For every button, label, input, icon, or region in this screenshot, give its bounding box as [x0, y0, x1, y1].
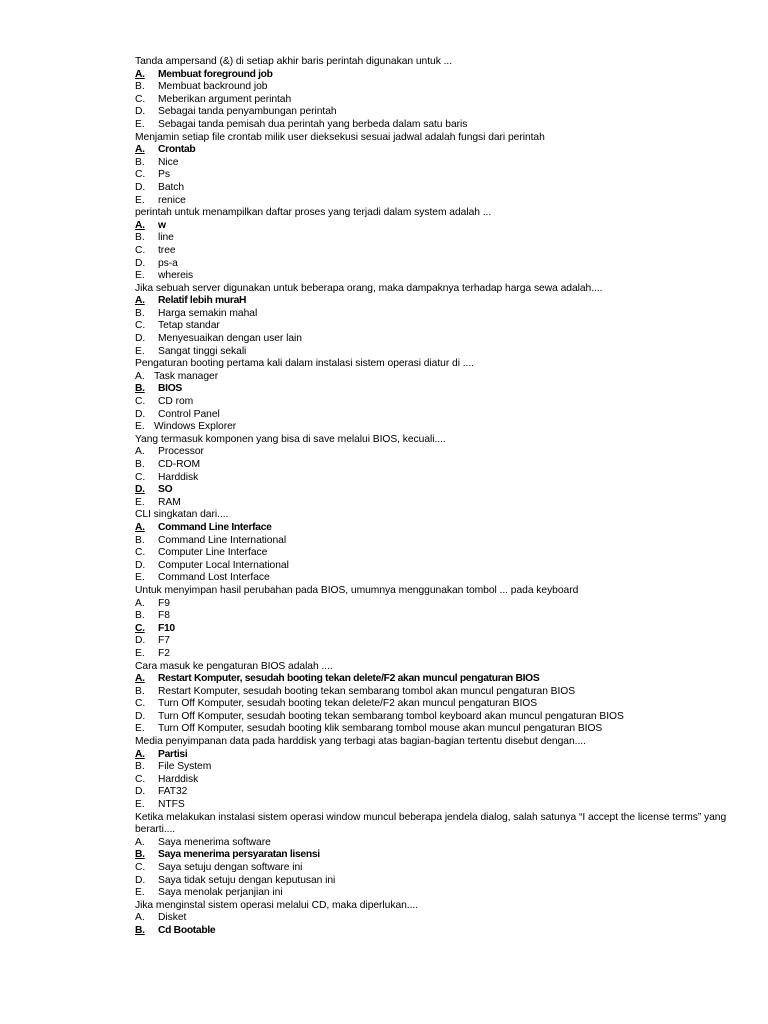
option-letter: B.	[135, 534, 145, 546]
option-text: F8	[158, 610, 170, 622]
option-letter: B.	[135, 232, 145, 244]
question-text: Pengaturan booting pertama kali dalam instalasi sistem operasi diatur di ....	[135, 358, 474, 370]
option-letter: C.	[135, 93, 146, 105]
option-letter: E.	[135, 887, 145, 899]
option-text: File System	[158, 761, 212, 773]
option-text: Control Panel	[158, 408, 220, 420]
option-text: CD rom	[158, 396, 194, 408]
option-letter: D.	[135, 181, 146, 193]
option-text: Ps	[158, 169, 170, 181]
option-letter: D.	[135, 559, 146, 571]
option-letter: A.	[135, 144, 145, 156]
option-letter: A.	[135, 295, 145, 307]
answer-option	[135, 610, 728, 623]
question-text: Jika menginstal sistem operasi melalui CD, maka diperlukan....	[135, 899, 419, 911]
answer-option	[135, 119, 728, 132]
option-letter: A.	[135, 836, 145, 848]
option-letter: B.	[135, 307, 145, 319]
option-letter: D.	[135, 710, 146, 722]
option-letter: A.	[135, 219, 145, 231]
answer-option	[135, 862, 728, 875]
answer-option	[135, 711, 728, 724]
option-letter: E.	[135, 723, 145, 735]
option-letter: E.	[135, 572, 145, 584]
option-text: Nice	[158, 156, 179, 168]
question-text: Jika sebuah server digunakan untuk beberapa orang, maka dampaknya terhadap harga sewa adalah....	[135, 282, 603, 294]
answer-option	[135, 472, 728, 485]
answer-option-correct	[135, 295, 728, 308]
option-letter: B.	[135, 156, 145, 168]
option-text: Harga semakin mahal	[158, 307, 258, 319]
option-letter: B.	[135, 761, 145, 773]
question-text: Untuk menyimpan hasil perubahan pada BIOS, umumnya menggunakan tombol ... pada keyboard	[135, 584, 579, 596]
option-letter: C.	[135, 622, 145, 634]
option-text: Menyesuaikan dengan user lain	[158, 333, 302, 345]
answer-option	[135, 320, 728, 333]
option-letter: C.	[135, 244, 146, 256]
answer-option	[135, 245, 728, 258]
option-text: CD-ROM	[158, 459, 201, 470]
option-letter: E.	[135, 345, 145, 357]
option-letter: C.	[135, 547, 146, 559]
option-text: Computer Line Interface	[158, 547, 268, 559]
answer-option-correct	[135, 383, 728, 396]
option-text: Partisi	[158, 748, 188, 760]
option-text: Restart Komputer, sesudah booting tekan sembarang tombol akan muncul pengaturan BIOS	[158, 685, 576, 697]
option-text: FAT32	[158, 786, 188, 798]
option-text: Relatif lebih muraH	[158, 295, 247, 307]
option-text: Batch	[158, 181, 185, 193]
option-letter: D.	[135, 874, 146, 886]
option-text: Harddisk	[158, 773, 199, 785]
option-letter: B.	[135, 383, 145, 395]
question-text: Tanda ampersand (&) di setiap akhir baris perintah digunakan untuk ...	[135, 56, 453, 67]
answer-option	[135, 761, 728, 774]
option-letter: D.	[135, 106, 146, 118]
answer-option	[135, 723, 728, 736]
option-text: Command Line International	[158, 534, 287, 546]
option-letter: B.	[135, 849, 145, 861]
answer-option-correct	[135, 522, 728, 535]
answer-option-correct	[135, 925, 728, 938]
question-text: Media penyimpanan data pada harddisk yang terbagi atas bagian-bagian tertentu disebut dengan....	[135, 736, 586, 748]
option-text: ps-a	[158, 257, 178, 269]
option-letter: C.	[135, 471, 146, 483]
option-letter: B.	[135, 685, 145, 697]
answer-option	[135, 774, 728, 787]
answer-option	[135, 396, 728, 409]
option-text: Saya menerima software	[158, 836, 271, 848]
answer-option	[135, 912, 728, 925]
answer-option	[135, 799, 728, 812]
option-text: Processor	[158, 446, 204, 458]
option-letter: A.	[135, 673, 145, 685]
option-letter: C.	[135, 773, 146, 785]
option-text: Command Lost Interface	[158, 572, 270, 584]
answer-option	[135, 371, 728, 384]
option-text: RAM	[158, 496, 181, 508]
answer-option	[135, 837, 728, 850]
option-text: BIOS	[158, 383, 182, 395]
answer-option	[135, 195, 728, 208]
option-letter: C.	[135, 320, 146, 332]
answer-option	[135, 409, 728, 422]
answer-option	[135, 686, 728, 699]
option-text: Sebagai tanda pemisah dua perintah yang berbeda dalam satu baris	[158, 118, 468, 130]
answer-option	[135, 786, 728, 799]
answer-option	[135, 560, 728, 573]
option-text: Membuat foreground job	[158, 68, 273, 80]
option-letter: B.	[135, 610, 145, 622]
option-letter: E.	[135, 270, 145, 282]
option-text: Sangat tinggi sekali	[158, 345, 247, 357]
option-letter: D.	[135, 257, 146, 269]
option-text: line	[158, 232, 174, 244]
question-text: perintah untuk menampilkan daftar proses yang terjadi dalam system adalah ...	[135, 207, 492, 219]
option-text: Turn Off Komputer, sesudah booting klik sembarang tombol mouse akan muncul pengaturan BIOS	[158, 723, 603, 735]
option-text: Saya menolak perjanjian ini	[158, 887, 283, 899]
answer-option-correct	[135, 220, 728, 233]
answer-option	[135, 346, 728, 359]
option-letter: A.	[135, 521, 145, 533]
answer-option	[135, 421, 728, 434]
option-letter: E.	[135, 194, 145, 206]
option-letter: D.	[135, 333, 146, 345]
option-text: Disket	[158, 912, 187, 924]
option-letter: D.	[135, 408, 146, 420]
answer-option	[135, 258, 728, 271]
option-text: Meberikan argument perintah	[158, 93, 292, 105]
option-letter: E.	[135, 799, 145, 811]
option-text: Harddisk	[158, 471, 199, 483]
option-text: F2	[158, 647, 170, 659]
answer-option-correct	[135, 144, 728, 157]
question-text: Cara masuk ke pengaturan BIOS adalah ....	[135, 660, 333, 672]
option-text: Turn Off Komputer, sesudah booting tekan delete/F2 akan muncul pengaturan BIOS	[158, 698, 538, 710]
answer-option	[135, 648, 728, 661]
option-letter: E.	[135, 118, 145, 130]
answer-option	[135, 459, 728, 472]
option-text: Task manager	[154, 370, 219, 382]
answer-option	[135, 169, 728, 182]
option-text: Crontab	[158, 144, 196, 156]
answer-option	[135, 94, 728, 107]
answer-option	[135, 333, 728, 346]
option-letter: A.	[135, 68, 145, 80]
option-letter: E.	[135, 496, 145, 508]
option-letter: B.	[135, 924, 145, 936]
option-text: Tetap standar	[158, 320, 220, 332]
option-letter: A.	[135, 446, 145, 458]
answer-option	[135, 635, 728, 648]
option-letter: A.	[135, 370, 145, 382]
option-letter: C.	[135, 169, 146, 181]
option-text: F9	[158, 597, 170, 609]
option-text: Saya tidak setuju dengan keputusan ini	[158, 874, 336, 886]
option-letter: C.	[135, 396, 146, 408]
answer-option	[135, 446, 728, 459]
option-letter: A.	[135, 597, 145, 609]
answer-option	[135, 497, 728, 510]
answer-option	[135, 698, 728, 711]
answer-option	[135, 308, 728, 321]
answer-option-correct	[135, 484, 728, 497]
option-letter: C.	[135, 698, 146, 710]
option-letter: B.	[135, 459, 145, 470]
answer-option	[135, 106, 728, 119]
option-text: F7	[158, 635, 170, 647]
answer-option-correct	[135, 849, 728, 862]
option-text: Turn Off Komputer, sesudah booting tekan sembarang tombol keyboard akan muncul pengaturan BIOS	[158, 710, 624, 722]
option-text: Saya setuju dengan software ini	[158, 862, 303, 873]
option-text: Command Line Interface	[158, 521, 272, 533]
answer-option	[135, 270, 728, 283]
option-text: tree	[158, 244, 176, 256]
option-letter: D.	[135, 635, 146, 647]
option-text: Cd Bootable	[158, 924, 216, 936]
answer-option	[135, 547, 728, 560]
option-text: NTFS	[158, 799, 185, 811]
option-text: Membuat backround job	[158, 81, 268, 93]
answer-option	[135, 157, 728, 170]
answer-option	[135, 572, 728, 585]
option-text: whereis	[158, 270, 194, 282]
option-text: Windows Explorer	[154, 421, 237, 433]
answer-option-correct	[135, 673, 728, 686]
answer-option	[135, 232, 728, 245]
answer-option-correct	[135, 69, 728, 82]
question-text: Menjamin setiap file crontab milik user dieksekusi sesuai jadwal adalah fungsi dari perintah	[135, 131, 545, 143]
option-text: Sebagai tanda penyambungan perintah	[158, 106, 337, 118]
option-text: w	[158, 219, 166, 231]
option-letter: D.	[135, 484, 145, 496]
answer-option	[135, 535, 728, 548]
option-text: Restart Komputer, sesudah booting tekan delete/F2 akan muncul pengaturan BIOS	[158, 673, 540, 685]
answer-option	[135, 875, 728, 888]
answer-option	[135, 81, 728, 94]
answer-option	[135, 598, 728, 611]
answer-option	[135, 182, 728, 195]
answer-option	[135, 887, 728, 900]
option-text: Computer Local International	[158, 559, 289, 571]
option-text: F10	[158, 622, 175, 634]
option-text: SO	[158, 484, 173, 496]
option-letter: A.	[135, 748, 145, 760]
answer-option-correct	[135, 623, 728, 636]
option-letter: E.	[135, 647, 145, 659]
option-text: renice	[158, 194, 186, 206]
question-text: Yang termasuk komponen yang bisa di save melalui BIOS, kecuali....	[135, 433, 446, 445]
option-letter: C.	[135, 862, 146, 873]
question-text: Ketika melakukan instalasi sistem operasi window muncul beberapa jendela dialog, salah satunya “I accept the license terms” yang berarti....	[135, 811, 729, 836]
option-letter: B.	[135, 81, 145, 93]
option-letter: A.	[135, 912, 145, 924]
answer-option-correct	[135, 749, 728, 762]
option-letter: E.	[135, 421, 145, 433]
option-text: Saya menerima persyaratan lisensi	[158, 849, 320, 861]
option-letter: D.	[135, 786, 146, 798]
question-text: CLI singkatan dari....	[135, 509, 229, 521]
